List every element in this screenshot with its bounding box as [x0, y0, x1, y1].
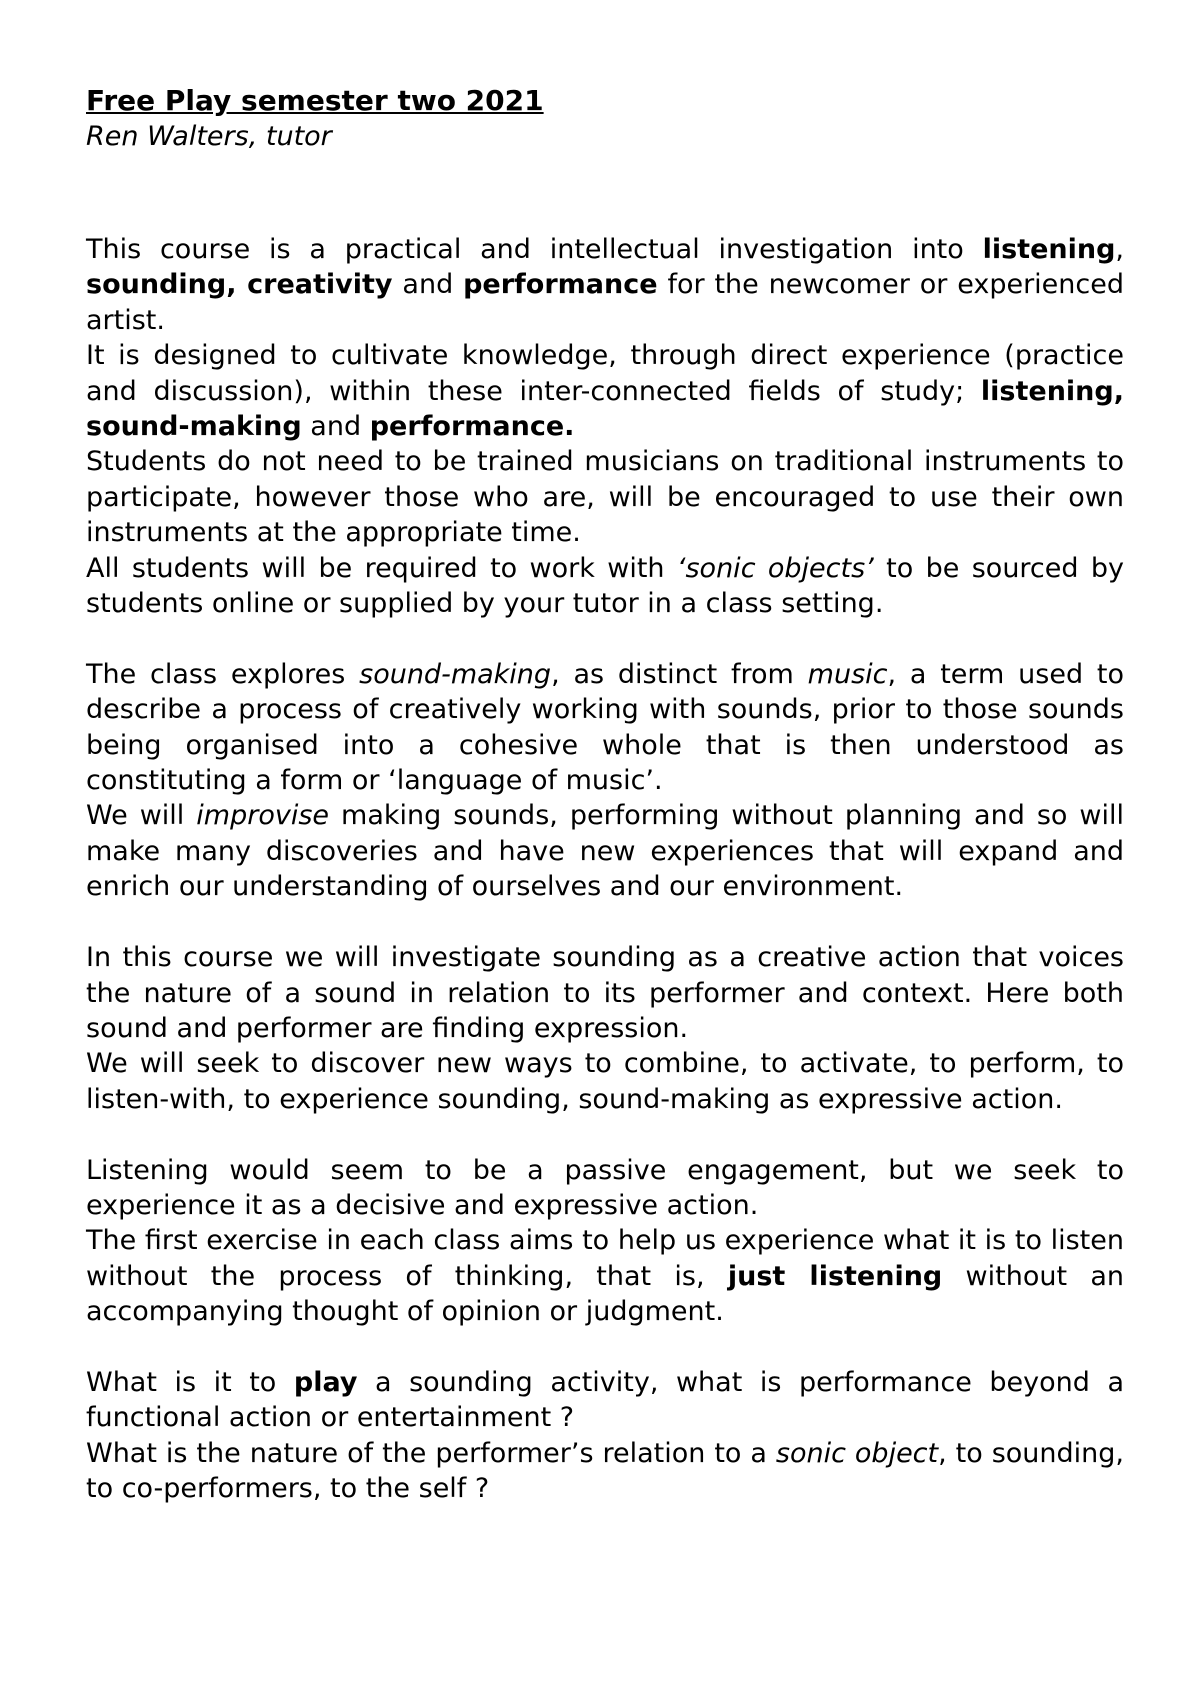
bold-term-listening-sound-making: listening, sound-making — [86, 375, 1124, 443]
text-run: In this course we will investigate sounding as a creative action that voices the nature of a sound in relation to its performer and context. Here both sound and performer are finding expression. — [86, 942, 1124, 1044]
paragraph-performer-relation — [86, 1436, 1124, 1507]
text-run: , as distinct from — [551, 658, 808, 690]
text-run: a sounding activity, what is performance beyond a functional action or entertainment ? — [86, 1366, 1124, 1434]
document-author: Ren Walters, tutor — [86, 121, 332, 152]
paragraph-gap — [86, 905, 1124, 940]
italic-term-sonic-objects: ‘sonic objects’ — [676, 552, 874, 584]
paragraph-listening-passive — [86, 1153, 1124, 1224]
paragraph-what-is-play — [86, 1365, 1124, 1436]
paragraph-gap — [86, 1117, 1124, 1152]
bold-term-performance: performance — [463, 269, 658, 301]
paragraph-sonic-objects — [86, 551, 1124, 622]
paragraph-gap — [86, 621, 1124, 656]
text-run: The first exercise in each class aims to help us experience what it is to listen without the process of thinking, that is, — [86, 1225, 1124, 1292]
document-body — [86, 232, 1124, 1507]
text-run: without an accompanying thought of opinion or judgment. — [86, 1260, 1124, 1328]
text-run: This course is a practical and intellectual investigation into — [86, 234, 983, 265]
text-run: making sounds, performing without planning and so will make many discoveries and have new experiences that will expand and enrich our understanding of ourselves and our environment. — [86, 800, 1124, 903]
text-run: It is designed to cultivate knowledge, through direct experience (practice and discussion), within these inter-connected fields of study; — [86, 340, 1124, 407]
paragraph-intro — [86, 232, 1124, 338]
italic-term-sonic-object: sonic object — [775, 1437, 939, 1469]
bold-term-sounding-creativity: sounding, creativity — [86, 269, 393, 301]
paragraph-improvise — [86, 798, 1124, 904]
text-run: What is the nature of the performer’s relation to a — [86, 1437, 776, 1469]
text-run: Students do not need to be trained musicians on traditional instruments to participate, however those who are, will be encouraged to use their own instruments at the appropriate time. — [86, 446, 1124, 549]
paragraph-discover — [86, 1046, 1124, 1117]
text-run: We will — [86, 800, 197, 832]
italic-term-improvise: improvise — [196, 800, 330, 832]
bold-term-listening: listening — [982, 234, 1116, 265]
italic-term-music: music — [807, 658, 888, 690]
text-run: and — [301, 411, 370, 443]
paragraph-investigate-sounding — [86, 940, 1124, 1046]
text-run: All students will be required to work with — [86, 552, 677, 584]
paragraph-design — [86, 338, 1124, 444]
paragraph-class-explores — [86, 657, 1124, 799]
bold-term-play: play — [293, 1366, 358, 1398]
text-run: to be sourced by students online or supplied by your tutor in a class setting. — [86, 552, 1125, 620]
text-run: Listening would seem to be a passive engagement, but we seek to experience it as a decisive and expressive action. — [86, 1154, 1124, 1221]
text-run: The class explores — [86, 658, 360, 690]
text-run: , — [1115, 234, 1124, 265]
text-run: We will seek to discover new ways to combine, to activate, to perform, to listen-with, to experience sounding, sound-making as expressive action. — [86, 1048, 1124, 1115]
paragraph-students — [86, 444, 1124, 550]
document-title: Free Play semester two 2021 — [86, 84, 544, 117]
text-run: What is it to — [86, 1366, 294, 1398]
bold-term-just-listening: just listening — [727, 1260, 943, 1292]
text-run: and — [392, 269, 464, 301]
text-run: , a term used to describe a process of creatively working with sounds, prior to those sounds being organised into a cohesive whole that is then understood as constituting a form or ‘language of music’. — [86, 658, 1124, 797]
text-run: for the newcomer or experienced artist. — [86, 269, 1124, 336]
paragraph-first-exercise — [86, 1223, 1124, 1329]
paragraph-gap — [86, 1330, 1124, 1365]
italic-term-sound-making: sound-making — [359, 658, 552, 690]
text-run: , to sounding, to co-performers, to the self ? — [86, 1437, 1124, 1505]
bold-term-performance: performance. — [369, 411, 575, 443]
